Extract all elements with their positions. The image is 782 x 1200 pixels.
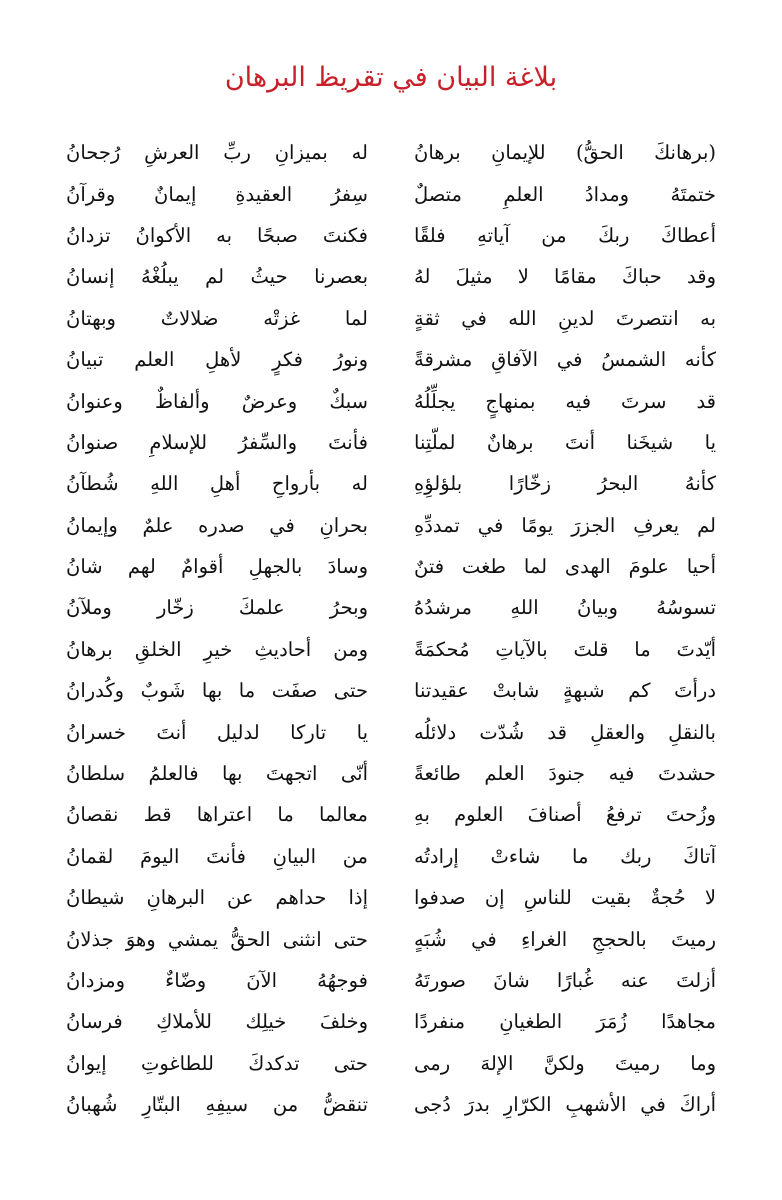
first-hemistich: كأنه الشمسُ في الآفاقِ مشرقةً <box>414 348 716 372</box>
first-hemistich: وما رميتَ ولكنَّ الإلهَ رمى <box>414 1051 716 1075</box>
second-hemistich: وبحرُ علمكَ زخّار وملآنُ <box>66 596 368 620</box>
second-hemistich: ونورُ فكرٍ لأهلِ العلم تبيانُ <box>66 348 368 372</box>
second-hemistich: لما غزتْه ضلالاتٌ وبهتانُ <box>66 306 368 330</box>
first-hemistich: وقد حباكَ مقامًا لا مثيلَ لهُ <box>414 265 716 289</box>
second-hemistich: حتى انثنى الحقُّ يمشي وهوَ جذلانُ <box>66 927 368 951</box>
verse-line <box>66 877 716 918</box>
first-hemistich: مجاهدًا زُمَرَ الطغيانِ منفردًا <box>414 1010 716 1034</box>
verse-line <box>66 1001 716 1042</box>
verse-line <box>66 256 716 297</box>
second-hemistich: فوجهُهُ الآنَ وضّاءٌ ومزدانُ <box>66 969 368 992</box>
first-hemistich: يا شيخَنا أنتَ برهانٌ لملّتِنا <box>414 430 716 454</box>
verse-line <box>66 173 716 214</box>
second-hemistich: حتى تدكدكَ للطاغوتِ إيوانُ <box>66 1051 368 1075</box>
verse-line <box>66 711 716 752</box>
verse-line <box>66 587 716 628</box>
second-hemistich: بحرانِ في صدره علمٌ وإيمانُ <box>66 513 368 537</box>
verse-line <box>66 1084 716 1125</box>
verse-line <box>66 794 716 835</box>
second-hemistich: له بميزانِ ربِّ العرشِ رُجحانُ <box>66 141 368 165</box>
verse-line <box>66 1043 716 1084</box>
first-hemistich: كأنهُ البحرُ زخّارًا بلؤلؤِهِ <box>414 472 716 496</box>
first-hemistich: أزلتَ عنه غُبارًا شانَ صورتَهُ <box>414 969 716 992</box>
first-hemistich: لم يعرفِ الجزرَ يومًا في تمددِّهِ <box>414 513 716 537</box>
first-hemistich: لا حُجةٌ بقيت للناسِ إن صدفوا <box>414 886 716 910</box>
first-hemistich: حشدتَ فيه جنودَ العلم طائعةً <box>414 762 716 786</box>
first-hemistich: درأتَ كم شبهةٍ شابتْ عقيدتنا <box>414 679 716 703</box>
first-hemistich: بالنقلِ والعقلِ قد شُدّت دلائلُه <box>414 720 716 744</box>
verse-line <box>66 918 716 959</box>
second-hemistich: فأنتَ والسِّفرُ للإسلامِ صنوانُ <box>66 430 368 454</box>
first-hemistich: تسوسُهُ وبيانُ اللهِ مرشدُهُ <box>414 596 716 620</box>
verse-line <box>66 463 716 504</box>
first-hemistich: رميتَ بالحججِ الغراءِ في شُبَهٍ <box>414 927 716 951</box>
first-hemistich: أحيا علومَ الهدى لما طغت فتنٌ <box>414 555 716 579</box>
first-hemistich: آتاكَ ربك ما شاءتْ إرادتُه <box>414 844 716 868</box>
verse-line <box>66 422 716 463</box>
verse-line <box>66 670 716 711</box>
second-hemistich: إذا حداهم عن البرهانِ شيطانُ <box>66 886 368 910</box>
second-hemistich: وسادَ بالجهلِ أقوامٌ لهم شانُ <box>66 555 368 579</box>
verse-line <box>66 960 716 1001</box>
second-hemistich: حتى صفَت ما بها شَوبٌ وكُدرانُ <box>66 679 368 703</box>
second-hemistich: يا تاركا لدليل أنتَ خسرانُ <box>66 720 368 744</box>
second-hemistich: سبكٌ وعرضٌ وألفاظٌ وعنوانُ <box>66 389 368 413</box>
verse-line <box>66 505 716 546</box>
second-hemistich: تنقضُّ من سيفِهِ البتّارِ شُهبانُ <box>66 1093 368 1117</box>
first-hemistich: قد سرتَ فيه بمنهاجٍ يجلِّلُهُ <box>414 389 716 413</box>
first-hemistich: به انتصرتَ لدينِ الله في ثقةٍ <box>414 306 716 330</box>
second-hemistich: من البيانِ فأنتَ اليومَ لقمانُ <box>66 844 368 868</box>
second-hemistich: أنّى اتجهتَ بها فالعلمُ سلطانُ <box>66 762 368 786</box>
verse-line <box>66 546 716 587</box>
verse-line <box>66 753 716 794</box>
verse-line <box>66 380 716 421</box>
verse-line <box>66 629 716 670</box>
first-hemistich: أيّدتَ ما قلتَ بالآياتِ مُحكمَةً <box>414 637 716 661</box>
first-hemistich: أراكَ في الأشهبِ الكرّارِ بدرَ دُجى <box>414 1093 716 1117</box>
verse-line <box>66 215 716 256</box>
second-hemistich: له بأرواحِ أهلِ اللهِ شُطآنُ <box>66 472 368 496</box>
second-hemistich: بعصرنا حيثُ لم يبلُغْهُ إنسانُ <box>66 265 368 289</box>
poem-body <box>66 132 716 1125</box>
verse-line <box>66 132 716 173</box>
verse-line <box>66 298 716 339</box>
first-hemistich: ختمتَهُ ومدادُ العلمِ متصلٌ <box>414 182 716 206</box>
first-hemistich: أعطاكَ ربكَ من آياتهِ فلقًا <box>414 223 716 247</box>
poem-title: بلاغة البيان في تقريظ البرهان <box>224 62 558 93</box>
second-hemistich: وخلفَ خيلِك للأملاكِ فرسانُ <box>66 1010 368 1034</box>
first-hemistich: وزُحتَ ترفعُ أصنافَ العلوم بهِ <box>414 803 716 827</box>
second-hemistich: فكنتَ صبحًا به الأكوانُ تزدانُ <box>66 223 368 247</box>
first-hemistich: (برهانكَ الحقُّ) للإيمانِ برهانُ <box>414 141 716 165</box>
second-hemistich: سِفرُ العقيدةِ إيمانٌ وقرآنُ <box>66 182 368 206</box>
second-hemistich: ومن أحاديثِ خيرِ الخلقِ برهانُ <box>66 637 368 661</box>
verse-line <box>66 836 716 877</box>
second-hemistich: معالما ما اعتراها قط نقصانُ <box>66 803 368 827</box>
verse-line <box>66 339 716 380</box>
